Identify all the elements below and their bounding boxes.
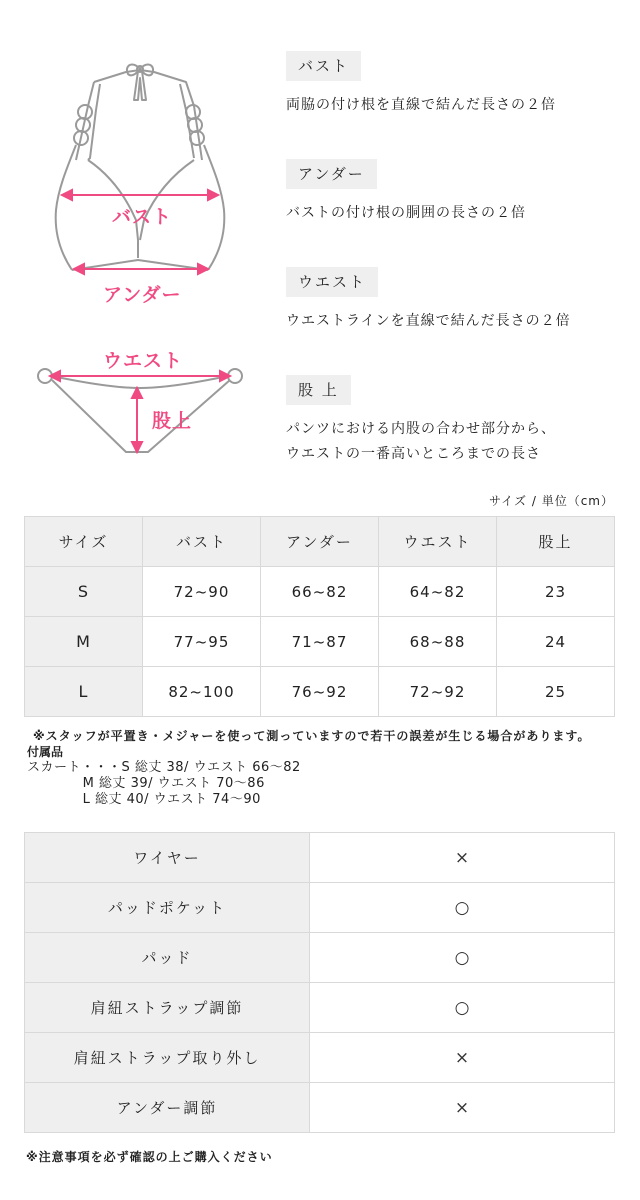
garment-illustration <box>0 0 270 480</box>
definition-under <box>286 159 526 226</box>
table-header-row <box>25 517 615 567</box>
header-size: サイズ <box>25 517 143 567</box>
rise-diagram-label: 股上 <box>152 410 193 432</box>
bust-cell: 82~100 <box>143 667 261 717</box>
notes-section <box>27 728 590 808</box>
skirt-spec-line: スカート・・・S 総丈 38/ ウエスト 66～82 <box>27 760 301 775</box>
feature-value: ○ <box>310 933 615 983</box>
unit-note: サイズ / 単位（cm） <box>489 494 614 508</box>
feature-value: × <box>310 1033 615 1083</box>
header-under: アンダー <box>261 517 379 567</box>
waist-cell: 72~92 <box>379 667 497 717</box>
under-cell: 71~87 <box>261 617 379 667</box>
definition-tag: バスト <box>286 51 361 81</box>
table-row <box>25 883 615 933</box>
feature-name: 肩紐ストラップ調節 <box>25 983 310 1033</box>
feature-value: ○ <box>310 883 615 933</box>
table-row <box>25 833 615 883</box>
measurement-caution: ※スタッフが平置き・メジャーを使って測っていますので若干の誤差が生じる場合があります。 <box>33 729 591 743</box>
table-row <box>25 667 615 717</box>
definition-tag: 股 上 <box>286 375 351 405</box>
rise-cell: 23 <box>497 567 615 617</box>
definition-rise <box>286 375 556 467</box>
definition-waist <box>286 267 571 334</box>
under-cell: 76~92 <box>261 667 379 717</box>
feature-name: アンダー調節 <box>25 1083 310 1133</box>
definition-text: 両脇の付け根を直線で結んだ長さの２倍 <box>286 97 556 113</box>
size-cell: S <box>25 567 143 617</box>
bikini-diagram-icon <box>0 0 270 480</box>
definition-text: バストの付け根の胴囲の長さの２倍 <box>286 205 526 221</box>
header-bust: バスト <box>143 517 261 567</box>
skirt-spec-line: M 総丈 39/ ウエスト 70～86 <box>27 776 265 791</box>
feature-value: × <box>310 833 615 883</box>
rise-cell: 25 <box>497 667 615 717</box>
table-row <box>25 617 615 667</box>
bust-cell: 77~95 <box>143 617 261 667</box>
waist-diagram-label: ウエスト <box>103 350 184 372</box>
table-row <box>25 983 615 1033</box>
table-row <box>25 567 615 617</box>
under-cell: 66~82 <box>261 567 379 617</box>
header-rise: 股上 <box>497 517 615 567</box>
definition-text-line: パンツにおける内股の合わせ部分から、 <box>286 421 556 437</box>
size-cell: M <box>25 617 143 667</box>
feature-value: ○ <box>310 983 615 1033</box>
feature-name: ワイヤー <box>25 833 310 883</box>
definition-text <box>286 417 556 467</box>
under-diagram-label: アンダー <box>103 284 182 306</box>
definition-text-line: ウエストの一番高いところまでの長さ <box>286 446 541 462</box>
definition-tag: アンダー <box>286 159 377 189</box>
purchase-caution-note: ※注意事項を必ず確認の上ご購入ください <box>26 1150 273 1164</box>
waist-cell: 64~82 <box>379 567 497 617</box>
definition-bust <box>286 51 556 118</box>
skirt-spec-line: L 総丈 40/ ウエスト 74～90 <box>27 792 261 807</box>
size-table <box>24 516 615 717</box>
waist-cell: 68~88 <box>379 617 497 667</box>
feature-value: × <box>310 1083 615 1133</box>
rise-cell: 24 <box>497 617 615 667</box>
accessory-title: 付属品 <box>27 745 64 759</box>
feature-table <box>24 832 615 1133</box>
feature-name: 肩紐ストラップ取り外し <box>25 1033 310 1083</box>
feature-name: パッド <box>25 933 310 983</box>
table-row <box>25 933 615 983</box>
bust-diagram-label: バスト <box>112 206 173 228</box>
definition-tag: ウエスト <box>286 267 378 297</box>
table-row <box>25 1033 615 1083</box>
size-cell: L <box>25 667 143 717</box>
bust-cell: 72~90 <box>143 567 261 617</box>
table-row <box>25 1083 615 1133</box>
header-waist: ウエスト <box>379 517 497 567</box>
definition-text: ウエストラインを直線で結んだ長さの２倍 <box>286 313 571 329</box>
feature-name: パッドポケット <box>25 883 310 933</box>
